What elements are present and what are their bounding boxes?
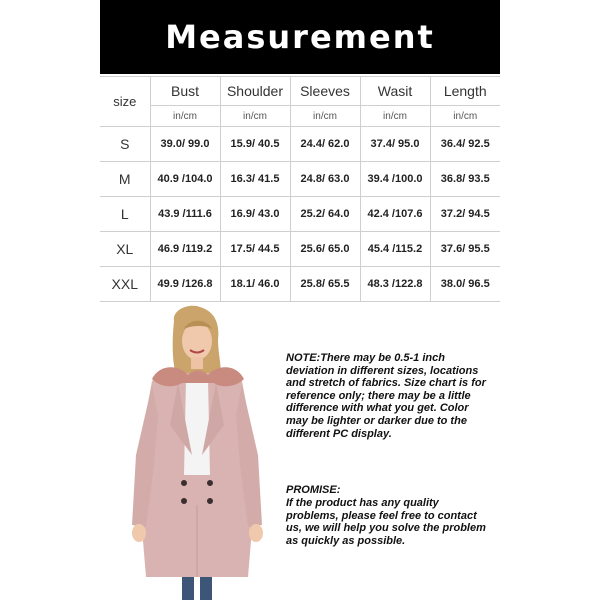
value-cell: 16.3/ 41.5: [220, 162, 290, 197]
value-cell: 49.9 /126.8: [150, 267, 220, 302]
header-row: [100, 77, 500, 106]
size-cell: XXL: [100, 267, 150, 302]
note-text: NOTE:There may be 0.5-1 inch deviation in different sizes, locations and stretch of fabrics. Size chart is for reference only; there may be a little difference with what you get. Color may be lighter or darker due to the different PC display.: [286, 352, 486, 440]
model-photo: [122, 305, 272, 600]
page-title: Measurement: [165, 18, 435, 56]
unit-label: in/cm: [360, 106, 430, 127]
value-cell: 42.4 /107.6: [360, 197, 430, 232]
column-header: Bust: [150, 77, 220, 106]
column-header: Sleeves: [290, 77, 360, 106]
unit-label: in/cm: [220, 106, 290, 127]
unit-label: in/cm: [430, 106, 500, 127]
value-cell: 43.9 /111.6: [150, 197, 220, 232]
size-chart-table: [100, 76, 500, 302]
table-row: [100, 267, 500, 302]
value-cell: 24.8/ 63.0: [290, 162, 360, 197]
value-cell: 37.6/ 95.5: [430, 232, 500, 267]
value-cell: 16.9/ 43.0: [220, 197, 290, 232]
table-row: [100, 127, 500, 162]
value-cell: 45.4 /115.2: [360, 232, 430, 267]
value-cell: 25.8/ 65.5: [290, 267, 360, 302]
value-cell: 36.8/ 93.5: [430, 162, 500, 197]
value-cell: 37.2/ 94.5: [430, 197, 500, 232]
unit-label: in/cm: [290, 106, 360, 127]
title-banner: [100, 0, 500, 74]
unit-label: in/cm: [150, 106, 220, 127]
size-cell: XL: [100, 232, 150, 267]
table-row: [100, 162, 500, 197]
size-header: size: [100, 77, 150, 127]
value-cell: 15.9/ 40.5: [220, 127, 290, 162]
value-cell: 17.5/ 44.5: [220, 232, 290, 267]
value-cell: 25.6/ 65.0: [290, 232, 360, 267]
unit-row: [100, 106, 500, 127]
value-cell: 48.3 /122.8: [360, 267, 430, 302]
value-cell: 37.4/ 95.0: [360, 127, 430, 162]
size-cell: S: [100, 127, 150, 162]
value-cell: 40.9 /104.0: [150, 162, 220, 197]
table-row: [100, 197, 500, 232]
value-cell: 38.0/ 96.5: [430, 267, 500, 302]
promise-title: PROMISE:: [286, 484, 341, 496]
value-cell: 25.2/ 64.0: [290, 197, 360, 232]
value-cell: 18.1/ 46.0: [220, 267, 290, 302]
table-row: [100, 232, 500, 267]
size-cell: M: [100, 162, 150, 197]
size-cell: L: [100, 197, 150, 232]
value-cell: 24.4/ 62.0: [290, 127, 360, 162]
value-cell: 36.4/ 92.5: [430, 127, 500, 162]
promise-text: If the product has any quality problems, please feel free to contact us, we will help you solve the problem as quickly as possible.: [286, 497, 486, 547]
value-cell: 39.0/ 99.0: [150, 127, 220, 162]
column-header: Shoulder: [220, 77, 290, 106]
value-cell: 39.4 /100.0: [360, 162, 430, 197]
column-header: Wasit: [360, 77, 430, 106]
value-cell: 46.9 /119.2: [150, 232, 220, 267]
column-header: Length: [430, 77, 500, 106]
